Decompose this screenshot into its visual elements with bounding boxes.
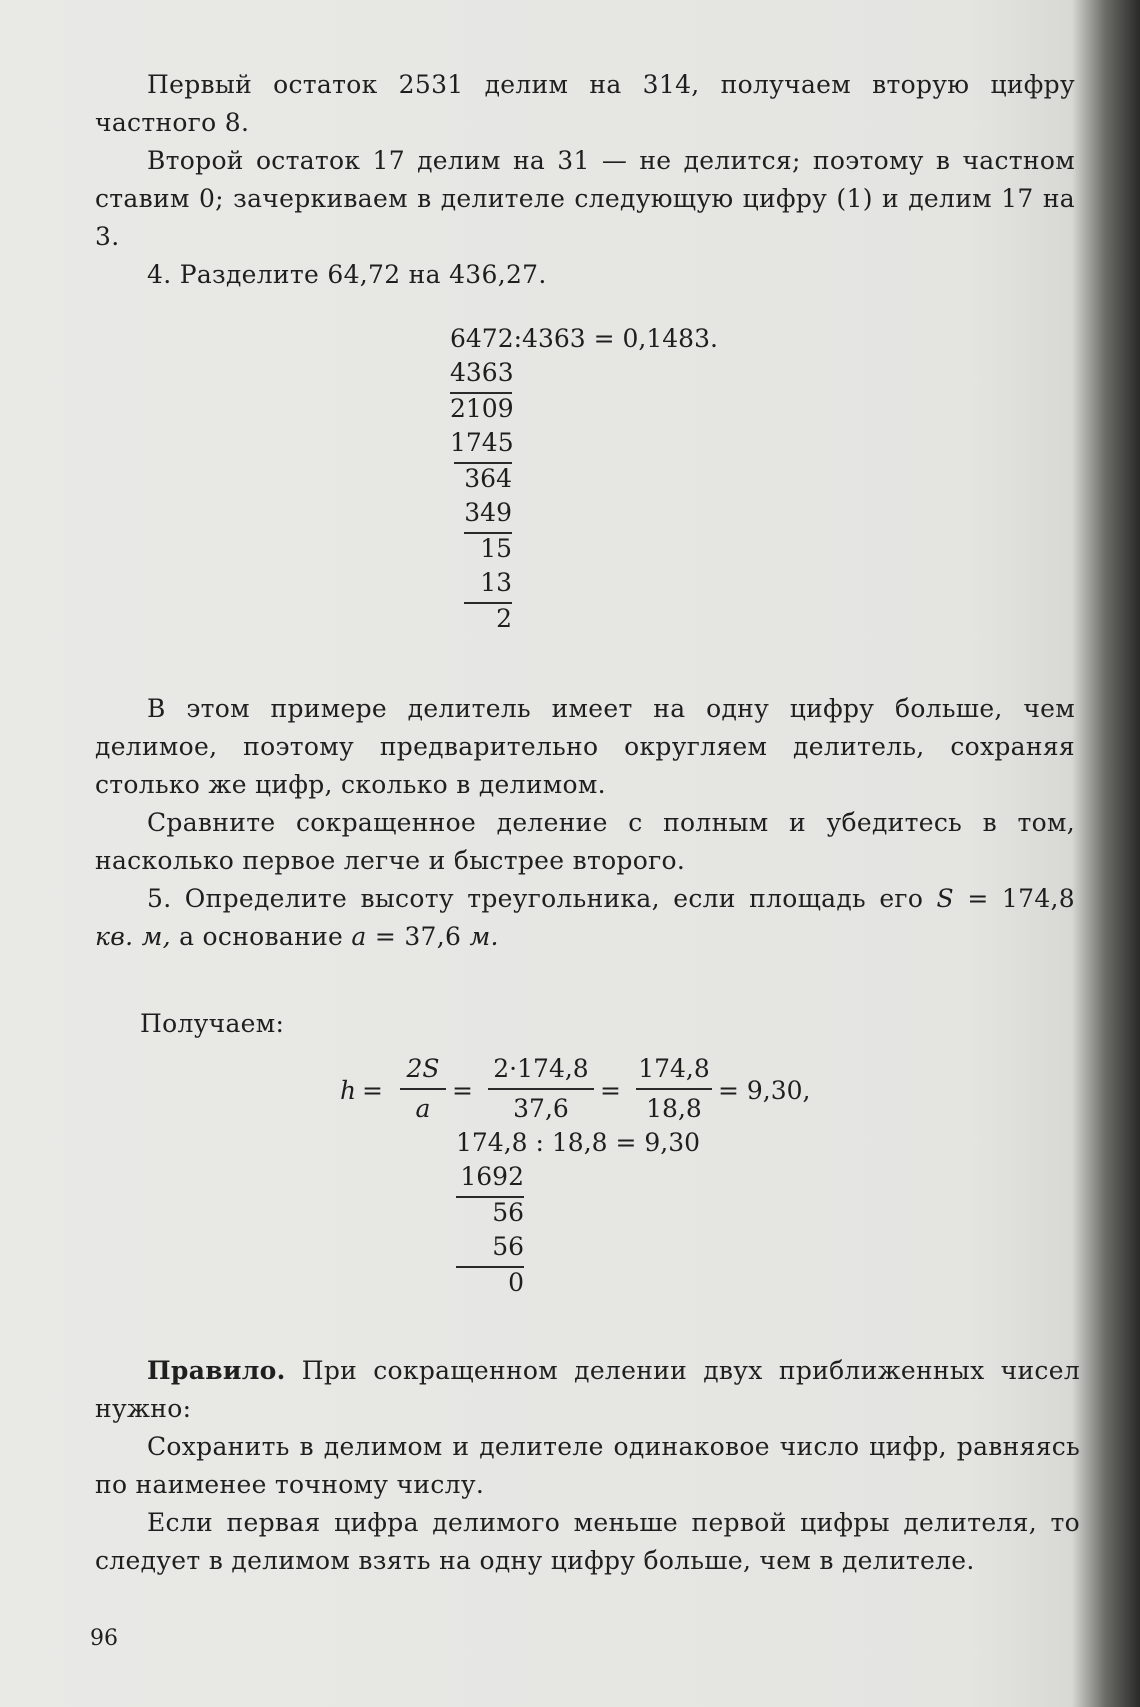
exercise-5-text-2: а основание	[170, 922, 352, 951]
division-1-row: 2	[496, 604, 512, 633]
rule-title: Правило.	[147, 1356, 286, 1385]
exercise-5-area: = 174,8	[953, 884, 1075, 913]
fraction-2S-over-a	[400, 1052, 446, 1126]
fraction-numerator: 174,8	[638, 1054, 710, 1083]
fraction-bar	[488, 1088, 594, 1090]
formula-h: h	[340, 1076, 357, 1105]
division-2-row: 56	[492, 1198, 524, 1227]
paragraph-example-note: В этом примере делитель имеет на одну цифру больше, чем делимое, поэтому предварительно округляем делитель, сохраняя столько же цифр, сколько в делимом.	[95, 694, 1075, 799]
fraction-bar	[400, 1088, 446, 1090]
division-2-row: 0	[508, 1268, 524, 1297]
page-number: 96	[90, 1626, 118, 1651]
division-2-row: 56	[492, 1232, 524, 1261]
division-1-row: 1745	[450, 428, 514, 457]
exercise-4-heading: 4. Разделите 64,72 на 436,27.	[147, 260, 547, 289]
division-2-row: 1692	[460, 1162, 524, 1191]
division-1-row: 364	[464, 464, 512, 493]
formula-eq: =	[452, 1076, 473, 1105]
long-division-1	[450, 322, 770, 642]
exercise-5-base: = 37,6	[366, 922, 470, 951]
var-a: a	[351, 922, 367, 951]
formula-result: = 9,30,	[718, 1076, 811, 1105]
text-block-middle	[95, 690, 1075, 956]
text-block-top	[95, 66, 1075, 294]
text-block-rule	[95, 1352, 1080, 1580]
height-formula	[340, 1052, 860, 1132]
formula-eq: =	[362, 1076, 383, 1105]
division-1-head: 6472:4363 = 0,1483.	[450, 324, 718, 353]
paragraph-first-remainder: Первый остаток 2531 делим на 314, получаем вторую цифру частного 8.	[95, 70, 1075, 137]
text-obtain	[95, 1005, 1075, 1043]
division-1-row: 349	[464, 498, 512, 527]
fraction-numerator: 2S	[406, 1054, 440, 1083]
fraction-denominator: 37,6	[513, 1094, 569, 1123]
rule-text: При сокращенном делении двух приближенных чисел нужно:	[95, 1356, 1080, 1423]
fraction-denominator: a	[415, 1094, 431, 1123]
fraction-2x174-over-37	[488, 1052, 594, 1126]
paragraph-compare: Сравните сокращенное деление с полным и убедитесь в том, насколько первое легче и быстрее второго.	[95, 808, 1075, 875]
fraction-denominator: 18,8	[646, 1094, 702, 1123]
paragraph-first-digit: Если первая цифра делимого меньше первой цифры делителя, то следует в делимом взять на одну цифру больше, чем в делителе.	[95, 1508, 1080, 1575]
division-1-row: 2109	[450, 394, 514, 423]
unit-m: м.	[469, 922, 499, 951]
division-1-row: 13	[480, 568, 512, 597]
exercise-5-text: 5. Определите высоту треугольника, если площадь его	[147, 884, 937, 913]
division-2-head: 174,8 : 18,8 = 9,30	[456, 1128, 701, 1157]
long-division-2	[456, 1126, 776, 1306]
rule-paragraph	[95, 1352, 1080, 1428]
fraction-bar	[636, 1088, 712, 1090]
formula-eq: =	[600, 1076, 621, 1105]
fraction-174-over-18	[636, 1052, 712, 1126]
paragraph-obtain: Получаем:	[140, 1009, 285, 1038]
division-1-row: 4363	[450, 358, 514, 387]
unit-sq-m: кв. м,	[95, 922, 171, 951]
paragraph-second-remainder: Второй остаток 17 делим на 31 — не делится; поэтому в частном ставим 0; зачеркиваем в делителе следующую цифру (1) и делим 17 на 3.	[95, 146, 1075, 251]
fraction-numerator: 2·174,8	[493, 1054, 589, 1083]
var-S: S	[936, 884, 954, 913]
division-1-row: 15	[480, 534, 512, 563]
exercise-5-heading	[95, 880, 1075, 956]
paragraph-keep-digits: Сохранить в делимом и делителе одинаковое число цифр, равняясь по наименее точному числу.	[95, 1432, 1080, 1499]
